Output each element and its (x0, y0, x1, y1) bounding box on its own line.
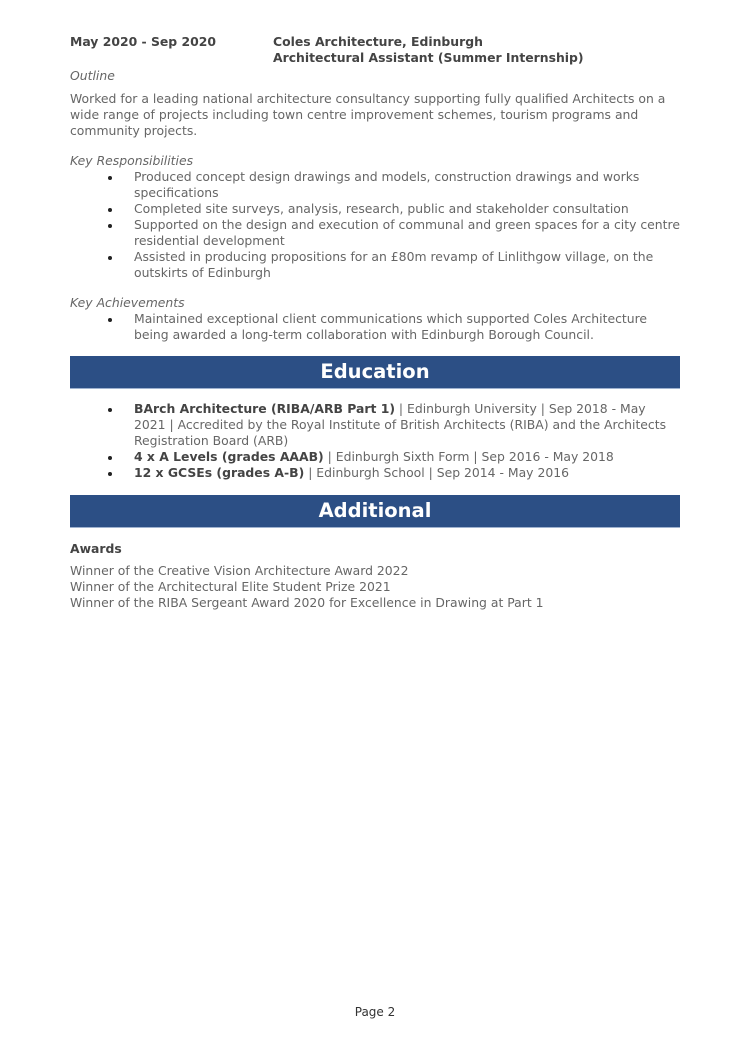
education-detail: | Edinburgh School | Sep 2014 - May 2016 (304, 465, 569, 480)
education-item (134, 465, 680, 481)
list-item: Maintained exceptional client communications which supported Coles Architecture being awarded a long-term collaboration with Edinburgh Borough Council. (134, 311, 680, 343)
section-heading-education: Education (70, 356, 680, 389)
outline-text: Worked for a leading national architecture consultancy supporting fully qualified Architects on a wide range of projects including town centre improvement schemes, tourism programs and community projects. (70, 91, 666, 138)
awards-list (70, 563, 680, 611)
education-item (134, 401, 680, 449)
list-item: Assisted in producing propositions for an £80m revamp of Linlithgow village, on the outskirts of Edinburgh (134, 249, 680, 281)
education-item (134, 449, 680, 465)
job-role: Architectural Assistant (Summer Internship) (273, 50, 584, 65)
education-title: 12 x GCSEs (grades A-B) (134, 465, 305, 480)
responsibilities-list (70, 169, 680, 281)
award-item: Winner of the RIBA Sergeant Award 2020 for Excellence in Drawing at Part 1 (70, 595, 544, 610)
award-item: Winner of the Architectural Elite Student Prize 2021 (70, 579, 391, 594)
resume-page (70, 34, 680, 611)
education-detail: | Edinburgh University | Sep 2018 - May 2021 | Accredited by the Royal Institute of British Architects (RIBA) and the Architects Registration Board (ARB) (134, 401, 667, 448)
list-item: Supported on the design and execution of communal and green spaces for a city centre residential development (134, 217, 680, 248)
page-number: Page 2 (354, 1005, 396, 1019)
education-title: BArch Architecture (RIBA/ARB Part 1) (134, 401, 395, 416)
achievements-list (70, 311, 680, 343)
award-item: Winner of the Creative Vision Architecture Award 2022 (70, 563, 409, 578)
responsibilities-label: Key Responsibilities (70, 153, 194, 168)
education-detail: | Edinburgh Sixth Form | Sep 2016 - May 2018 (323, 449, 614, 464)
education-title: 4 x A Levels (grades AAAB) (134, 449, 324, 464)
list-item: Completed site surveys, analysis, research, public and stakeholder consultation (134, 201, 680, 217)
job-dates: May 2020 - Sep 2020 (70, 34, 216, 49)
awards-label: Awards (70, 541, 122, 556)
job-header (70, 34, 680, 66)
education-list (70, 401, 680, 481)
job-company: Coles Architecture, Edinburgh (273, 34, 483, 49)
list-item: Produced concept design drawings and models, construction drawings and works specifications (134, 169, 680, 201)
outline-label: Outline (70, 68, 115, 83)
section-heading-additional: Additional (70, 495, 680, 528)
achievements-label: Key Achievements (70, 295, 185, 310)
